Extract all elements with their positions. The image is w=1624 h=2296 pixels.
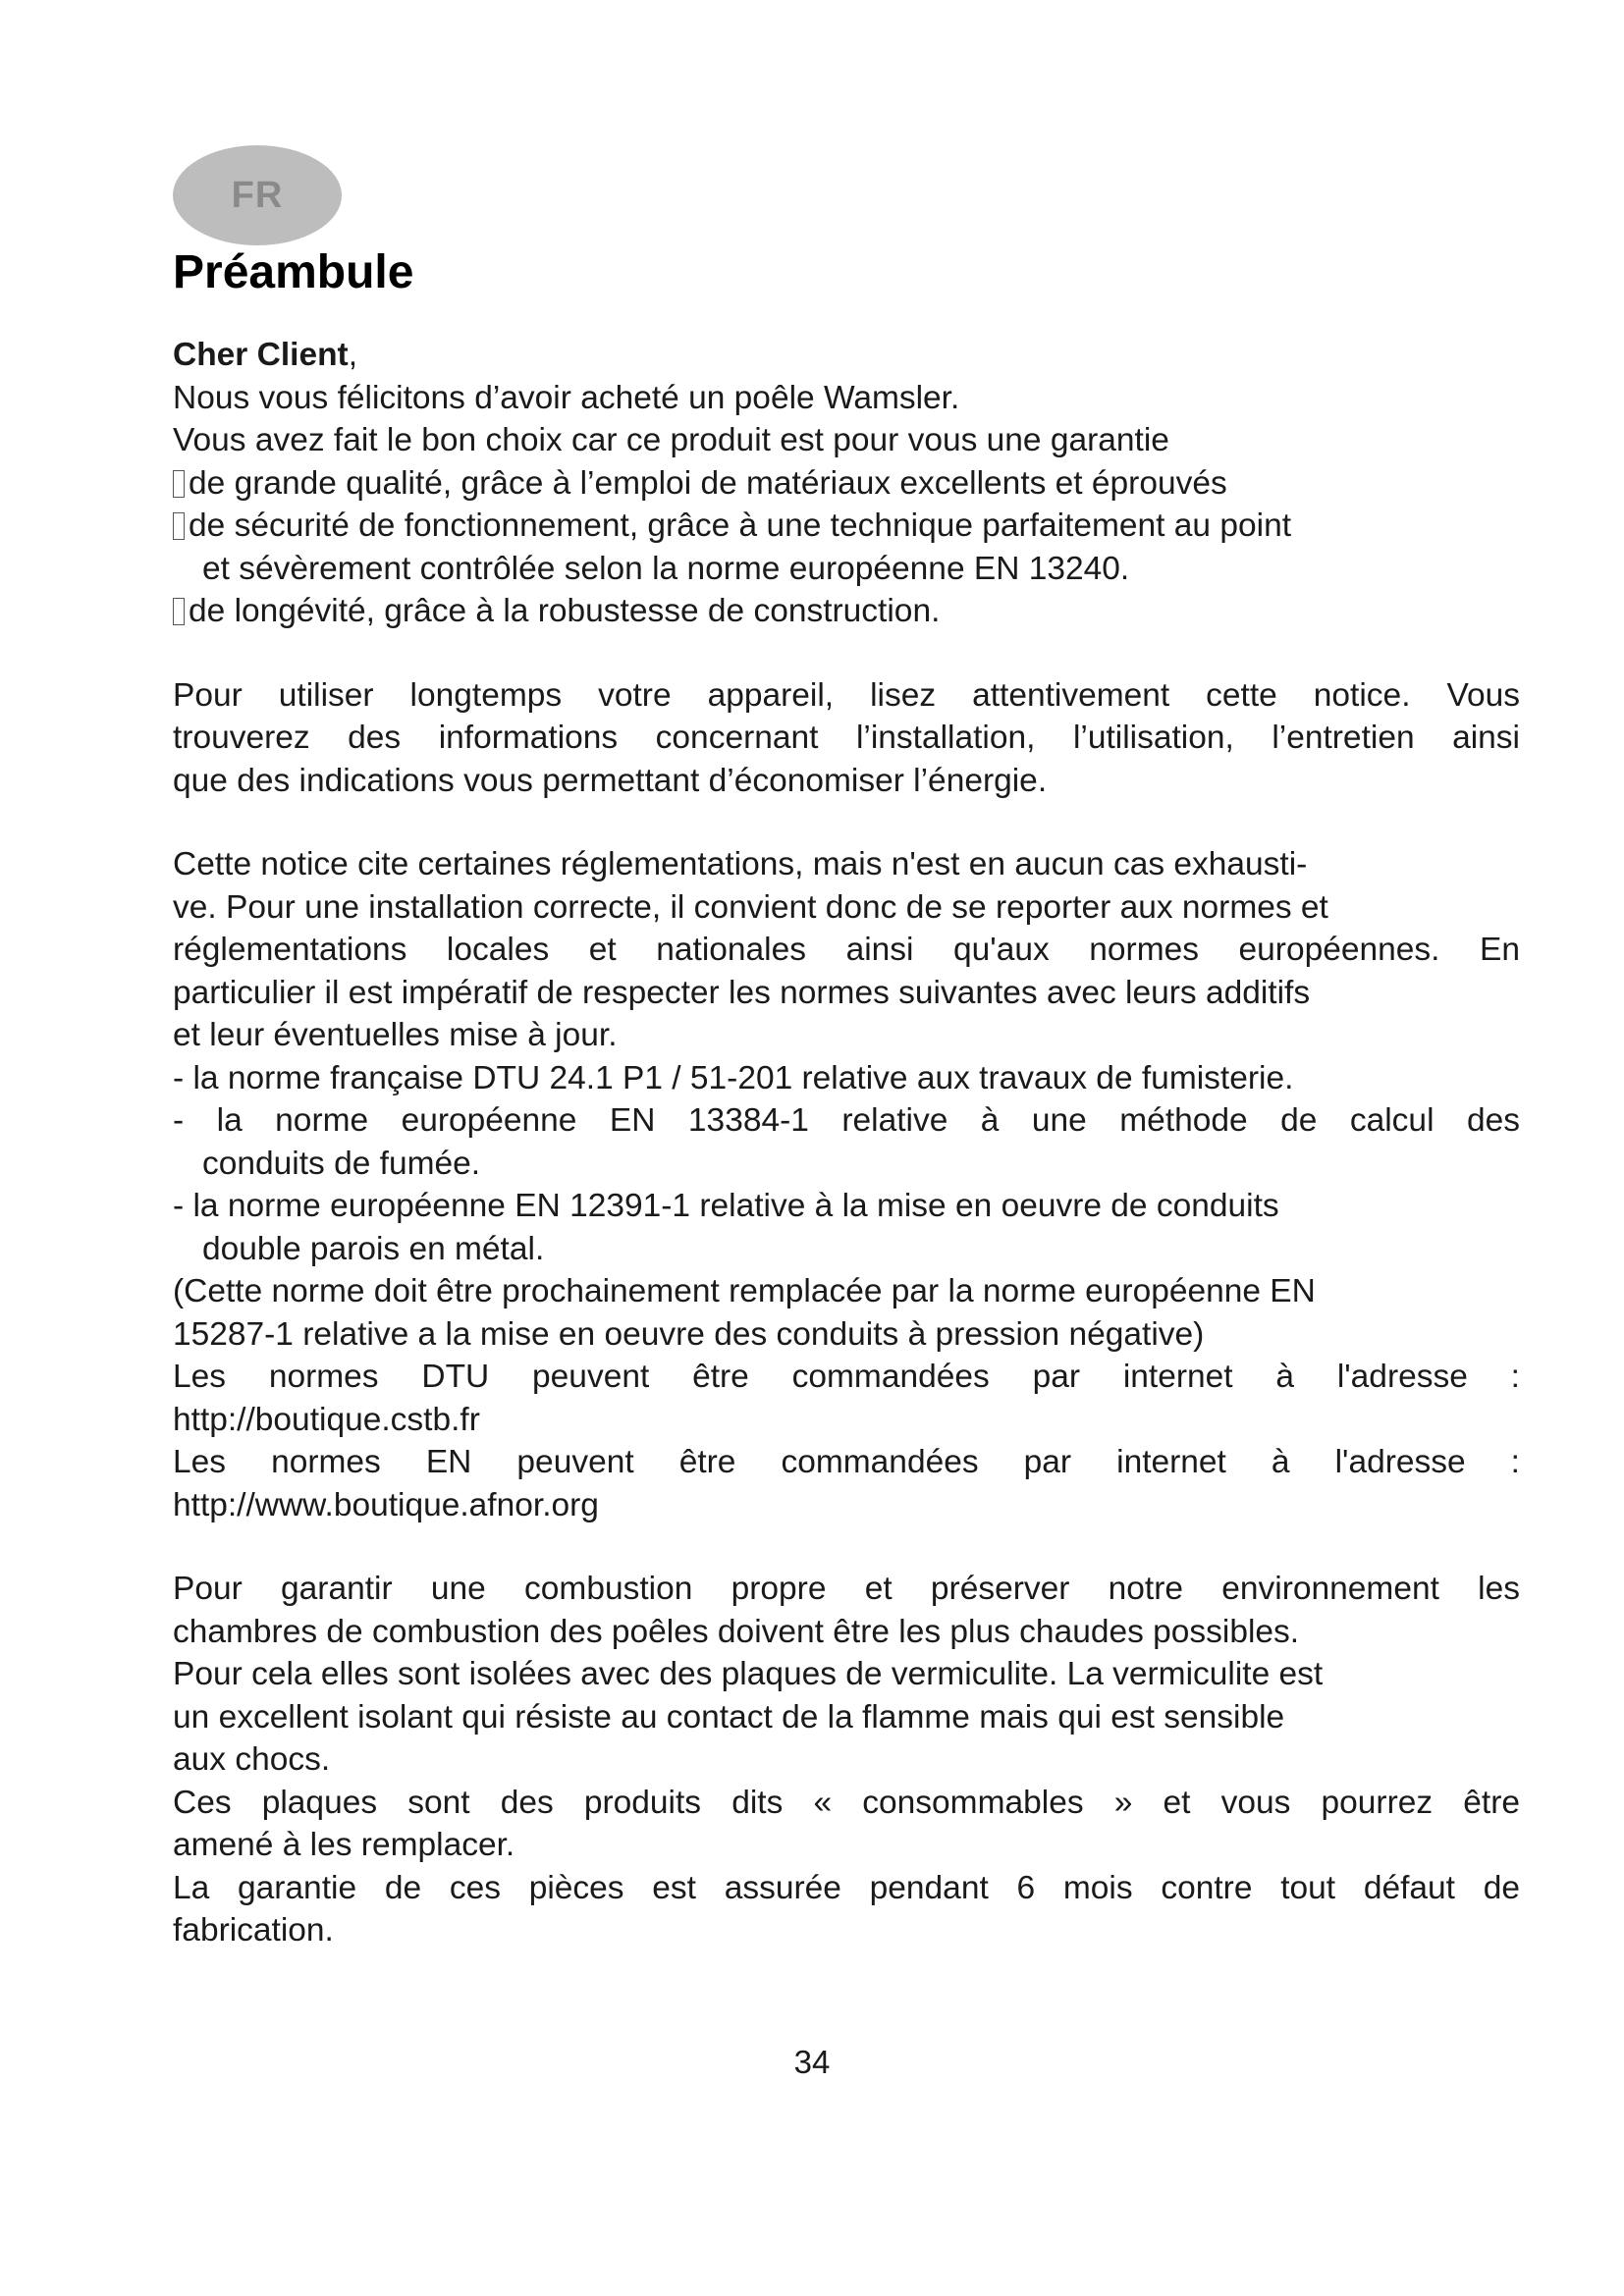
page-title: Préambule — [173, 246, 414, 298]
paragraph-line: Ces plaques sont des produits dits « consommables » et vous pourrez être — [173, 1784, 1520, 1821]
paragraph-gap — [173, 633, 1520, 674]
paragraph-gap — [173, 1526, 1520, 1568]
norm-item: - la norme européenne EN 12391-1 relative à la mise en oeuvre de conduits — [173, 1188, 1279, 1224]
paragraph-gap — [173, 802, 1520, 843]
bullet-box-icon — [173, 512, 185, 540]
paragraph-line: La garantie de ces pièces est assurée pendant 6 mois contre tout défaut de — [173, 1869, 1520, 1906]
guarantee-item-text: de sécurité de fonctionnement, grâce à une technique parfaitement au point — [189, 507, 1292, 544]
paragraph-line: et leur éventuelles mise à jour. — [173, 1017, 618, 1053]
dtu-order-text: Les normes DTU peuvent être commandées par internet à l'adresse : — [173, 1359, 1520, 1395]
norm-item-continuation: double parois en métal. — [202, 1230, 545, 1267]
paragraph-line: particulier il est impératif de respecter les normes suivantes avec leurs additifs — [173, 974, 1311, 1011]
bullet-box-icon — [173, 598, 185, 625]
paragraph-line: amené à les remplacer. — [173, 1827, 515, 1863]
norm-item: - la norme européenne EN 13384-1 relative à une méthode de calcul des — [173, 1102, 1520, 1139]
intro-line: Nous vous félicitons d’avoir acheté un poêle Wamsler. — [173, 379, 960, 416]
paragraph-line: réglementations locales et nationales ainsi qu'aux normes européennes. En — [173, 932, 1520, 968]
note-line: 15287-1 relative a la mise en oeuvre des conduits à pression négative) — [173, 1315, 1205, 1353]
bullet-box-icon — [173, 470, 185, 498]
intro-line: Vous avez fait le bon choix car ce produit est pour vous une garantie — [173, 422, 1169, 458]
paragraph-line: Pour utiliser longtemps votre appareil, lisez attentivement cette notice. Vous — [173, 676, 1520, 714]
note-line: (Cette norme doit être prochainement remplacée par la norme européenne EN — [173, 1273, 1316, 1309]
norm-item: - la norme française DTU 24.1 P1 / 51-201 relative aux travaux de fumisterie. — [173, 1059, 1294, 1096]
paragraph-line: trouverez des informations concernant l’installation, l’utilisation, l’entretien ainsi — [173, 720, 1520, 756]
guarantee-item-text: de grande qualité, grâce à l’emploi de matériaux excellents et éprouvés — [189, 464, 1227, 502]
language-badge-label: FR — [231, 174, 284, 216]
page-body — [173, 334, 1520, 1952]
paragraph-line: aux chocs. — [173, 1741, 331, 1778]
paragraph-line: que des indications vous permettant d’économiser l’énergie. — [173, 762, 1048, 799]
greeting-name: Cher Client — [173, 337, 349, 373]
paragraph-line: ve. Pour une installation correcte, il convient donc de se reporter aux normes et — [173, 888, 1328, 926]
guarantee-item-text: de longévité, grâce à la robustesse de construction. — [189, 593, 941, 629]
dtu-order-url[interactable]: http://boutique.cstb.fr — [173, 1401, 480, 1438]
language-badge — [173, 145, 342, 245]
greeting — [173, 334, 1520, 377]
paragraph-line: un excellent isolant qui résiste au contact de la flamme mais qui est sensible — [173, 1698, 1285, 1735]
en-order-url[interactable]: http://www.boutique.afnor.org — [173, 1486, 599, 1523]
norm-item-continuation: conduits de fumée. — [202, 1145, 481, 1182]
guarantee-item — [173, 505, 1520, 548]
paragraph-line: Cette notice cite certaines réglementations, mais n'est en aucun cas exhausti- — [173, 846, 1308, 882]
guarantee-item-continuation: et sévèrement contrôlée selon la norme européenne EN 13240. — [202, 550, 1130, 587]
guarantee-item — [173, 462, 1520, 506]
paragraph-line: Pour cela elles sont isolées avec des plaques de vermiculite. La vermiculite est — [173, 1656, 1324, 1692]
paragraph-line: fabrication. — [173, 1912, 334, 1949]
guarantee-item — [173, 590, 1520, 633]
paragraph-line: Pour garantir une combustion propre et préserver notre environnement les — [173, 1571, 1520, 1607]
greeting-punct: , — [348, 337, 358, 373]
page-number: 34 — [793, 2044, 831, 2080]
paragraph-line: chambres de combustion des poêles doivent être les plus chaudes possibles. — [173, 1613, 1300, 1650]
en-order-text: Les normes EN peuvent être commandées par internet à l'adresse : — [173, 1444, 1520, 1480]
